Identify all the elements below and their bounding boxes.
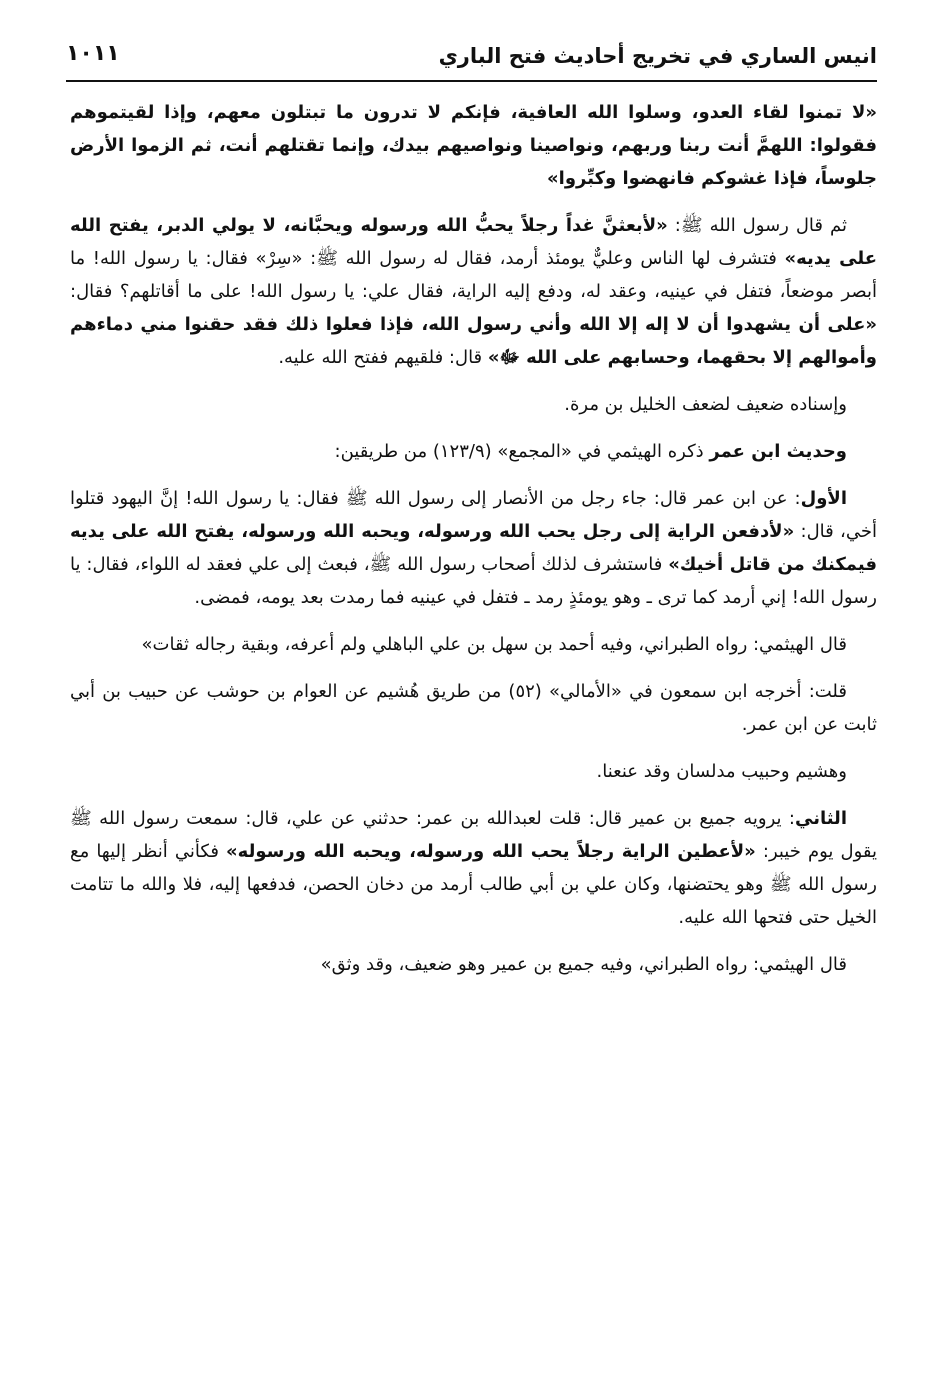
- body-text: فاستشرف لذلك أصحاب رسول الله ﷺ، فبعث إلى علي فعقد له اللواء، فقال: يا رسول الله! إني أرمد كما ترى ـ وهو يومئذٍ رمد ـ فتفل في عينيه فما رمدت بعد يومه، فمضى.: [70, 554, 877, 608]
- hadith-text: «على أن يشهدوا أن لا إله إلا الله وأني رسول الله، فإذا فعلوا ذلك فقد حقنوا مني دماءهم وأموالهم إلا بحقهما، وحسابهم على الله ﷻ»: [70, 314, 877, 368]
- body-text: : يرويه جميع بن عمير قال: قلت لعبدالله بن عمر: حدثني عن علي، قال: سمعت رسول الله ﷺ يقول يوم خيبر:: [70, 808, 877, 862]
- hadith-text: وحديث ابن عمر: [709, 441, 847, 462]
- body-text: ذكره الهيثمي في «المجمع» (١٢٣/٩) من طريقين:: [334, 441, 710, 462]
- header-divider: [66, 80, 877, 82]
- paragraph-5: [70, 482, 877, 614]
- body-text: قال الهيثمي: رواه الطبراني، وفيه جميع بن عمير وهو ضعيف، وقد وثق»: [320, 954, 847, 975]
- book-title: انيس الساري في تخريج أحاديث فتح الباري: [438, 44, 877, 68]
- paragraph-2: [70, 209, 877, 374]
- paragraph-6: [70, 628, 877, 661]
- body-text: ثم قال رسول الله ﷺ:: [667, 215, 847, 236]
- paragraph-8: [70, 755, 877, 788]
- hadith-text: الثاني: [794, 808, 847, 829]
- page-number: ١٠١١: [66, 41, 120, 66]
- body-text: قلت: أخرجه ابن سمعون في «الأمالي» (٥٢) من طريق هُشيم عن العوام بن حوشب عن حبيب بن أبي ثابت عن ابن عمر.: [70, 681, 877, 735]
- hadith-text: «لأدفعن الراية إلى رجل يحب الله ورسوله، ويحبه الله ورسوله، يفتح الله على يديه فيمكنك من قاتل أخيك»: [70, 521, 877, 575]
- hadith-text: «لأعطين الراية رجلاً يحب الله ورسوله، ويحبه الله ورسوله»: [226, 841, 756, 862]
- body-text: قال الهيثمي: رواه الطبراني، وفيه أحمد بن سهل بن علي الباهلي ولم أعرفه، وبقية رجاله ثقات»: [141, 634, 847, 655]
- paragraph-3: [70, 388, 877, 421]
- paragraph-7: [70, 675, 877, 741]
- body-text: وهشيم وحبيب مدلسان وقد عنعنا.: [596, 761, 847, 782]
- paragraph-9: [70, 802, 877, 934]
- page-body: [70, 96, 877, 1356]
- body-text: : عن ابن عمر قال: جاء رجل من الأنصار إلى رسول الله ﷺ فقال: يا رسول الله! إنَّ اليهود قتلوا أخي، قال:: [70, 488, 877, 542]
- paragraph-10: [70, 948, 877, 981]
- body-text: فكأني أنظر إليها مع رسول الله ﷺ وهو يحتضنها، وكان علي بن أبي طالب أرمد من دخان الحصن، فدفعها إليه، فلا والله ما تتامت الخيل حتى فتحها الله عليه.: [70, 841, 877, 928]
- body-text: وإسناده ضعيف لضعف الخليل بن مرة.: [564, 394, 847, 415]
- body-text: قال: فلقيهم ففتح الله عليه.: [278, 347, 488, 368]
- hadith-text: «لأبعثنَّ غداً رجلاً يحبُّ الله ورسوله ويحبَّانه، لا يولي الدبر، يفتح الله على يديه»: [70, 215, 877, 269]
- paragraph-4: [70, 435, 877, 468]
- hadith-text: الأول: [800, 488, 847, 509]
- hadith-text: «لا تمنوا لقاء العدو، وسلوا الله العافية، فإنكم لا تدرون ما تبتلون معهم، وإذا لقيتموهم فقولوا: اللهمَّ أنت ربنا وربهم، ونواصينا ونواصيهم بيدك، وإنما تقتلهم أنت، ثم الزموا الأرض جلوساً، فإذا غشوكم فانهضوا وكبِّروا»: [70, 102, 877, 189]
- paragraph-1: [70, 96, 877, 195]
- body-text: فتشرف لها الناس وعليٌّ يومئذ أرمد، فقال له رسول الله ﷺ: «سِرْ» فقال: يا رسول الله! ما أبصر موضعاً، فتفل في عينيه، وعقد له، ودفع إليه الراية، فقال علي: يا رسول الله! على ما أقاتلهم؟ فقال:: [70, 248, 877, 302]
- running-header: [66, 38, 877, 78]
